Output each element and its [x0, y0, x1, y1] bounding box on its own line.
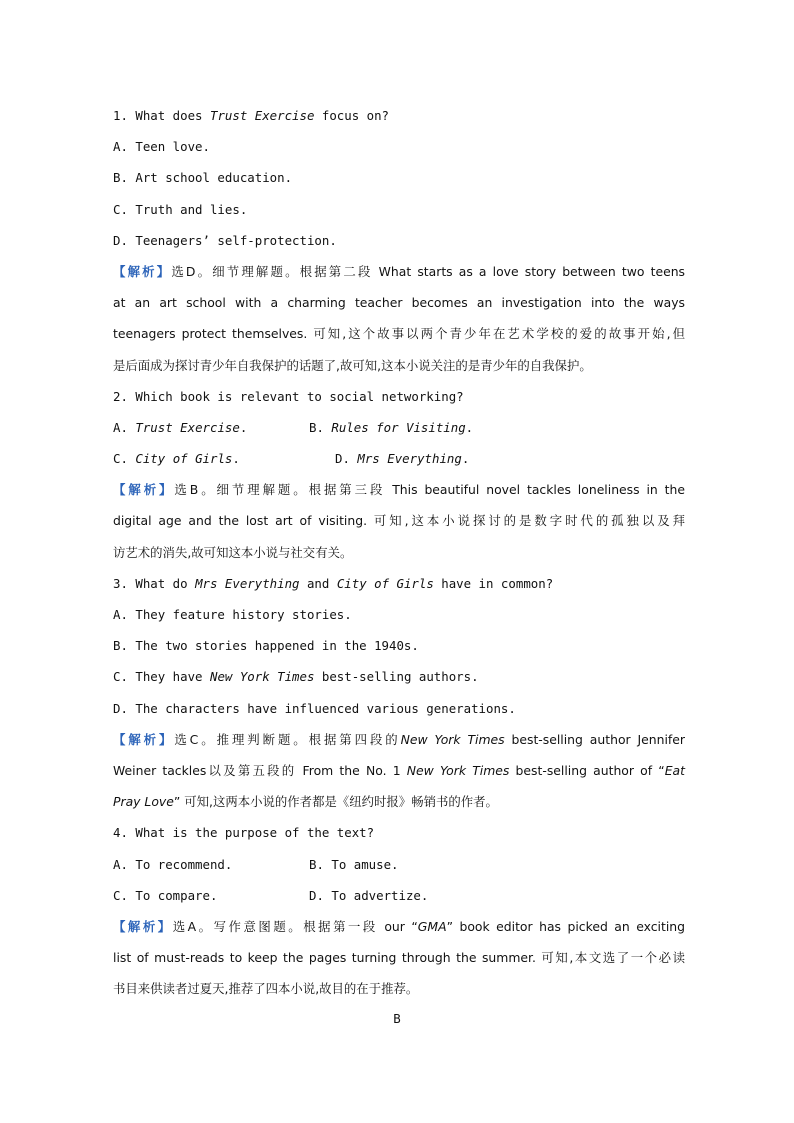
option-b: B. Art school education. [113, 170, 293, 186]
analysis-line: Weiner tackles以及第五段的 From the No. 1 New York Times best-selling author of “Eat [113, 762, 685, 778]
question-4-stem: 4. What is the purpose of the text? [113, 825, 375, 841]
section-label: B [393, 1011, 401, 1026]
book-title: City of Girls [135, 451, 233, 467]
book-title: Trust Exercise [209, 108, 315, 123]
analysis-line [113, 256, 685, 287]
book-title: Eat [664, 762, 685, 778]
analysis-line: list of must-reads to keep the pages turning through the summer. 可知,本文选了一个必读 [113, 950, 685, 966]
analysis-line: at an art school with a charming teacher becomes an investigation into the ways [113, 295, 685, 311]
analysis-line: 【解析】选C。推理判断题。根据第四段的New York Times best-selling author Jennifer [113, 731, 686, 747]
analysis-line: 访艺术的消失,故可知这本小说与社交有关。 [113, 544, 353, 560]
book-title: Rules for Visiting [331, 419, 466, 435]
option-c: C. City of Girls. [113, 451, 240, 467]
option-d: D. Mrs Everything. [335, 451, 470, 467]
analysis-line: teenagers protect themselves. 可知,这个故事以两个青少年在艺术学校的爱的故事开始,但 [113, 326, 685, 342]
book-title: Trust Exercise [135, 419, 240, 435]
book-title: Pray Love [113, 794, 174, 810]
stem-text: 1. What does [113, 108, 210, 123]
analysis-text: 选B。细节理解题。根据第三段 This beautiful novel tackles loneliness in the [174, 482, 686, 498]
analysis-tag: 【解析】 [113, 918, 173, 934]
analysis-line: Pray Love” 可知,这两本小说的作者都是《纽约时报》畅销书的作者。 [113, 794, 498, 810]
option-c: C. They have New York Times best-selling authors. [113, 669, 479, 685]
document-body [113, 100, 685, 1004]
question-3-stem: 3. What do Mrs Everything and City of Girls have in common? [113, 575, 554, 591]
option-c: C. To compare. [113, 887, 218, 903]
option-a: A. Teen love. [113, 139, 210, 155]
book-title: Mrs Everything [357, 451, 462, 467]
newspaper-title: New York Times [406, 762, 510, 778]
question-1-stem [113, 100, 685, 131]
option-d: D. To advertize. [309, 887, 429, 903]
book-title: Mrs Everything [195, 575, 300, 591]
option-d: D. The characters have influenced various generations. [113, 700, 516, 716]
analysis-line: 是后面成为探讨青少年自我保护的话题了,故可知,这本小说关注的是青少年的自我保护。 [113, 357, 592, 373]
analysis-line [113, 474, 685, 505]
analysis-line: 书目来供读者过夏天,推荐了四本小说,故目的在于推荐。 [113, 981, 419, 997]
book-title: City of Girls [336, 575, 434, 591]
options-row-cd [113, 880, 685, 911]
newspaper-title: New York Times [400, 731, 505, 747]
option-c: C. Truth and lies. [113, 201, 248, 217]
option-a: A. They feature history stories. [113, 607, 352, 622]
option-a: A. Trust Exercise. [113, 419, 248, 435]
analysis-tag: 【解析】 [113, 263, 172, 279]
stem-text: focus on? [314, 108, 390, 123]
option-b: B. To amuse. [309, 856, 399, 872]
options-row-cd [113, 443, 685, 474]
analysis-tag: 【解析】 [113, 731, 175, 747]
analysis-line: 【解析】选A。写作意图题。根据第一段 our “GMA” book editor has picked an exciting [113, 918, 686, 934]
options-row-ab [113, 849, 685, 880]
analysis-line: digital age and the lost art of visiting. 可知,这本小说探讨的是数字时代的孤独以及拜 [113, 513, 685, 529]
analysis-tag: 【解析】 [113, 482, 175, 498]
program-title: GMA [417, 918, 447, 934]
option-d: D. Teenagers’ self-protection. [113, 232, 337, 248]
options-row-ab [113, 412, 685, 443]
option-b: B. Rules for Visiting. [309, 419, 474, 435]
question-2-stem: 2. Which book is relevant to social networking? [113, 388, 464, 404]
analysis-text: 选D。细节理解题。根据第二段 What starts as a love story between two teens [171, 263, 686, 279]
option-a: A. To recommend. [113, 856, 233, 872]
option-b: B. The two stories happened in the 1940s. [113, 638, 419, 654]
newspaper-title: New York Times [209, 669, 315, 685]
